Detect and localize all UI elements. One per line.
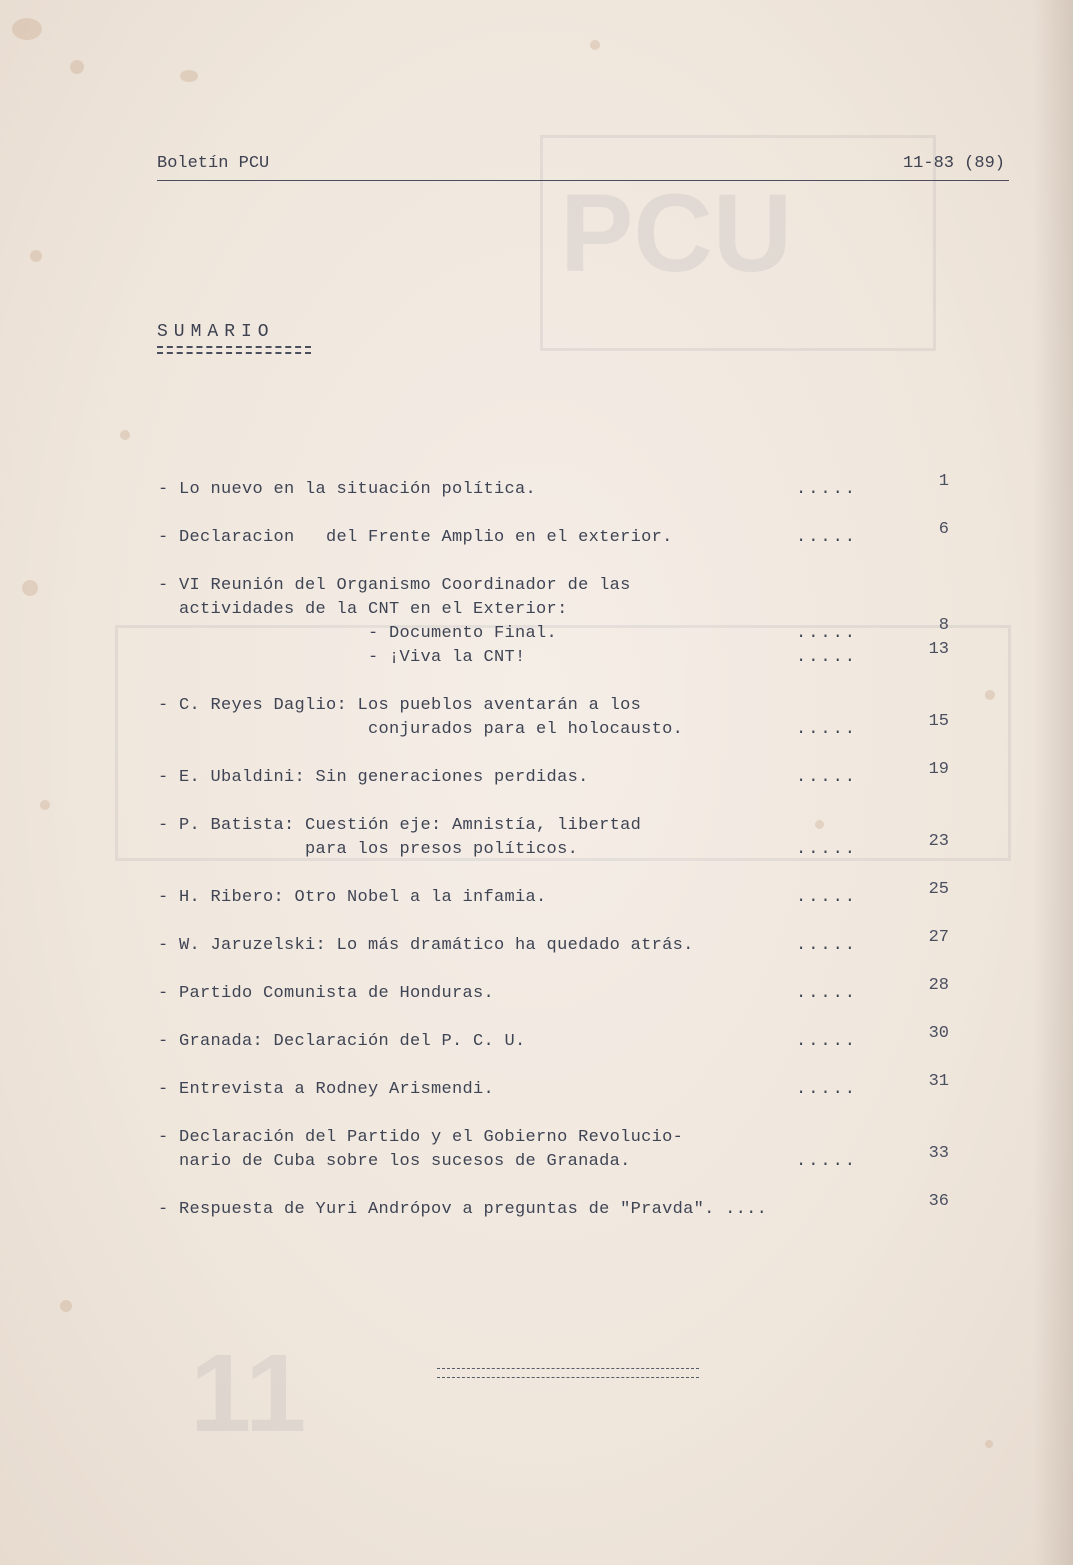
toc-leader-dots: ..... <box>796 1152 858 1171</box>
toc-page-number: 30 <box>928 1024 949 1043</box>
toc-page-number: 15 <box>928 712 949 731</box>
toc-entry-text: conjurados para el holocausto. <box>158 720 684 739</box>
toc-page-number: 23 <box>928 832 949 851</box>
toc-entry-text: - H. Ribero: Otro Nobel a la infamia. <box>158 888 547 907</box>
toc-entry-text: - Partido Comunista de Honduras. <box>158 984 495 1003</box>
toc-page-number: 13 <box>928 640 949 659</box>
toc-leader-dots: ..... <box>796 480 858 499</box>
toc-entry-text: actividades de la CNT en el Exterior: <box>158 600 568 619</box>
toc-leader-dots: ..... <box>796 984 858 1003</box>
toc-page-number: 33 <box>928 1144 949 1163</box>
toc-leader-dots: ..... <box>796 648 858 667</box>
issue-number: 11-83 (89) <box>902 154 1005 173</box>
end-separator <box>437 1377 699 1378</box>
toc-entry-text: - Entrevista a Rodney Arismendi. <box>158 1080 495 1099</box>
toc-entry-text: - Declaracion del Frente Amplio en el exterior. <box>158 528 673 547</box>
toc-entry-text: - W. Jaruzelski: Lo más dramático ha quedado atrás. <box>158 936 694 955</box>
toc-page-number: 25 <box>928 880 949 899</box>
ghost-logo: PCU <box>560 172 793 295</box>
toc-entry-text: - Respuesta de Yuri Andrópov a preguntas de "Pravda". .... <box>158 1200 768 1219</box>
toc-leader-dots: ..... <box>796 768 858 787</box>
toc-leader-dots: ..... <box>796 936 858 955</box>
toc-entry-text: - Documento Final. <box>158 624 558 643</box>
toc-leader-dots: ..... <box>796 624 858 643</box>
toc-leader-dots: ..... <box>796 888 858 907</box>
toc-page-number: 1 <box>938 472 949 491</box>
toc-leader-dots: ..... <box>796 720 858 739</box>
end-separator <box>437 1368 699 1369</box>
toc-entry-text: - Lo nuevo en la situación política. <box>158 480 537 499</box>
toc-leader-dots: ..... <box>796 528 858 547</box>
toc-entry-text: - E. Ubaldini: Sin generaciones perdidas. <box>158 768 589 787</box>
toc-entry-text: - VI Reunión del Organismo Coordinador de las <box>158 576 631 595</box>
toc-page-number: 6 <box>938 520 949 539</box>
toc-page-number: 8 <box>938 616 949 635</box>
toc-entry-text: para los presos políticos. <box>158 840 579 859</box>
toc-entry-text: - Declaración del Partido y el Gobierno Revolucio- <box>158 1128 684 1147</box>
toc-page-number: 36 <box>928 1192 949 1211</box>
page-title: SUMARIO <box>157 322 275 342</box>
toc-leader-dots: ..... <box>796 840 858 859</box>
toc-entry-text: - P. Batista: Cuestión eje: Amnistía, libertad <box>158 816 642 835</box>
toc-leader-dots: ..... <box>796 1080 858 1099</box>
toc-page-number: 28 <box>928 976 949 995</box>
publication-name: Boletín PCU <box>157 154 270 173</box>
toc-page-number: 19 <box>928 760 949 779</box>
toc-leader-dots: ..... <box>796 1032 858 1051</box>
toc-page-number: 27 <box>928 928 949 947</box>
toc-page-number: 31 <box>928 1072 949 1091</box>
toc-entry-text: - Granada: Declaración del P. C. U. <box>158 1032 526 1051</box>
toc-entry-text: - C. Reyes Daglio: Los pueblos aventarán a los <box>158 696 642 715</box>
toc-entry-text: nario de Cuba sobre los sucesos de Granada. <box>158 1152 631 1171</box>
ghost-date: 11 <box>190 1332 307 1455</box>
toc-entry-text: - ¡Viva la CNT! <box>158 648 526 667</box>
